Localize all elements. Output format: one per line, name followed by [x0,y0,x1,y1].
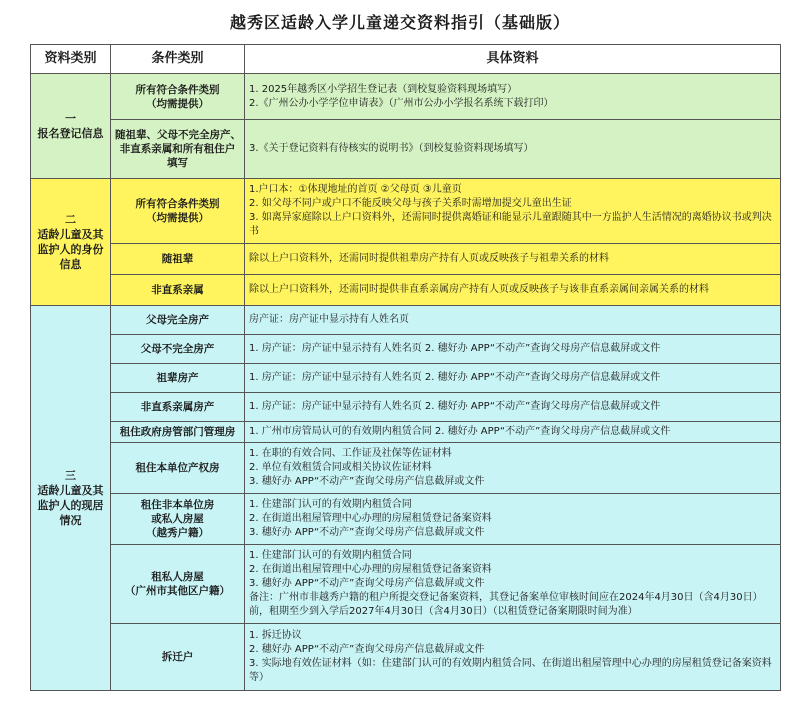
table-row [31,335,781,364]
materials-cell: 1. 广州市房管局认可的有效期内租赁合同 2. 穗好办 APP“不动产”查询父母房产信息截屏或文件 [245,422,781,443]
table-row [31,120,781,179]
materials-cell: 1.户口本：①体现地址的首页 ②父母页 ③儿童页 2. 如父母不同户或户口不能反映父母与孩子关系时需增加提交儿童出生证 3. 如离异家庭除以上户口资料外，还需同时提供离婚证和能显示儿童跟随其中一方监护人生活情况的离婚协议书或判决书 [245,179,781,244]
table-row [31,275,781,306]
condition-cell: 非直系亲属 [111,275,245,306]
materials-cell: 除以上户口资料外，还需同时提供祖辈房产持有人页或反映孩子与祖辈关系的材料 [245,244,781,275]
guide-table [30,44,781,691]
condition-cell: 租住政府房管部门管理房 [111,422,245,443]
section-name: 报名登记信息 [37,127,104,140]
section-number: 一 [65,112,76,125]
header-row [31,45,781,74]
header-condition-category: 条件类别 [111,45,245,74]
materials-cell: 除以上户口资料外，还需同时提供非直系亲属房产持有人页或反映孩子与该非直系亲属间亲属关系的材料 [245,275,781,306]
materials-cell: 3.《关于登记资料有待核实的说明书》（到校复验资料现场填写） [245,120,781,179]
header-specific-materials: 具体资料 [245,45,781,74]
condition-cell: 非直系亲属房产 [111,393,245,422]
table-row [31,494,781,545]
header-material-category: 资料类别 [31,45,111,74]
materials-cell: 1. 在职的有效合同、工作证及社保等佐证材料 2. 单位有效租赁合同或相关协议佐证材料 3. 穗好办 APP“不动产”查询父母房产信息截屏或文件 [245,443,781,494]
table-row [31,545,781,624]
table-row [31,306,781,335]
materials-cell: 房产证：房产证中显示持有人姓名页 [245,306,781,335]
condition-cell: 拆迁户 [111,624,245,691]
page-title: 越秀区适龄入学儿童递交资料指引（基础版） [229,13,570,32]
table-row [31,443,781,494]
materials-cell: 1. 住建部门认可的有效期内租赁合同 2. 在街道出租屋管理中心办理的房屋租赁登记备案资料 3. 穗好办 APP“不动产”查询父母房产信息截屏或文件 备注：广州市非越秀户籍的租户所提交登记备案资料，其登记备案单位审核时间应在2024年4月30日（含4月30日）前，租期至少到入学后2027年4月30日（含4月30日）（以租赁登记备案期限时间为准） [245,545,781,624]
materials-cell: 1. 房产证：房产证中显示持有人姓名页 2. 穗好办 APP“不动产”查询父母房产信息截屏或文件 [245,335,781,364]
condition-cell: 租私人房屋 （广州市其他区户籍） [111,545,245,624]
table-row [31,624,781,691]
section-1-label [31,74,111,179]
condition-cell: 随祖辈 [111,244,245,275]
section-number: 二 [65,213,76,226]
section-2-label: 二 适龄儿童及其 监护人的身份 信息 [31,179,111,306]
section-3-label: 三 适龄儿童及其 监护人的现居 情况 [31,306,111,691]
section-number: 三 [65,469,76,482]
materials-cell: 1. 房产证：房产证中显示持有人姓名页 2. 穗好办 APP“不动产”查询父母房产信息截屏或文件 [245,364,781,393]
condition-cell: 随祖辈、父母不完全房产、 非直系亲属和所有租住户 填写 [111,120,245,179]
table-row [31,364,781,393]
condition-cell: 租住本单位产权房 [111,443,245,494]
materials-cell: 1. 房产证：房产证中显示持有人姓名页 2. 穗好办 APP“不动产”查询父母房产信息截屏或文件 [245,393,781,422]
condition-cell: 父母不完全房产 [111,335,245,364]
table-row [31,179,781,244]
condition-cell: 所有符合条件类别 （均需提供） [111,179,245,244]
table-row [31,74,781,120]
remark-note: 备注：广州市非越秀户籍的租户所提交登记备案资料，其登记备案单位审核时间应在2024年4月30日（含4月30日）前，租期至少到入学后2027年4月30日（含4月30日）（以租赁登记备案期限时间为准） [249,592,763,617]
materials-cell: 1. 2025年越秀区小学招生登记表（到校复验资料现场填写） 2.《广州公办小学学位申请表》（广州市公办小学报名系统下载打印） [245,74,781,120]
condition-cell: 祖辈房产 [111,364,245,393]
condition-cell: 租住非本单位房 或私人房屋 （越秀户籍） [111,494,245,545]
table-row [31,393,781,422]
table-row [31,422,781,443]
table-row [31,244,781,275]
condition-cell: 父母完全房产 [111,306,245,335]
condition-cell: 所有符合条件类别 （均需提供） [111,74,245,120]
materials-cell: 1. 住建部门认可的有效期内租赁合同 2. 在街道出租屋管理中心办理的房屋租赁登记备案资料 3. 穗好办 APP“不动产”查询父母房产信息截屏或文件 [245,494,781,545]
materials-cell: 1. 拆迁协议 2. 穗好办 APP“不动产”查询父母房产信息截屏或文件 3. 实际地有效佐证材料（如：住建部门认可的有效期内租赁合同、在街道出租屋管理中心办理的房屋租赁登记备案资料等） [245,624,781,691]
